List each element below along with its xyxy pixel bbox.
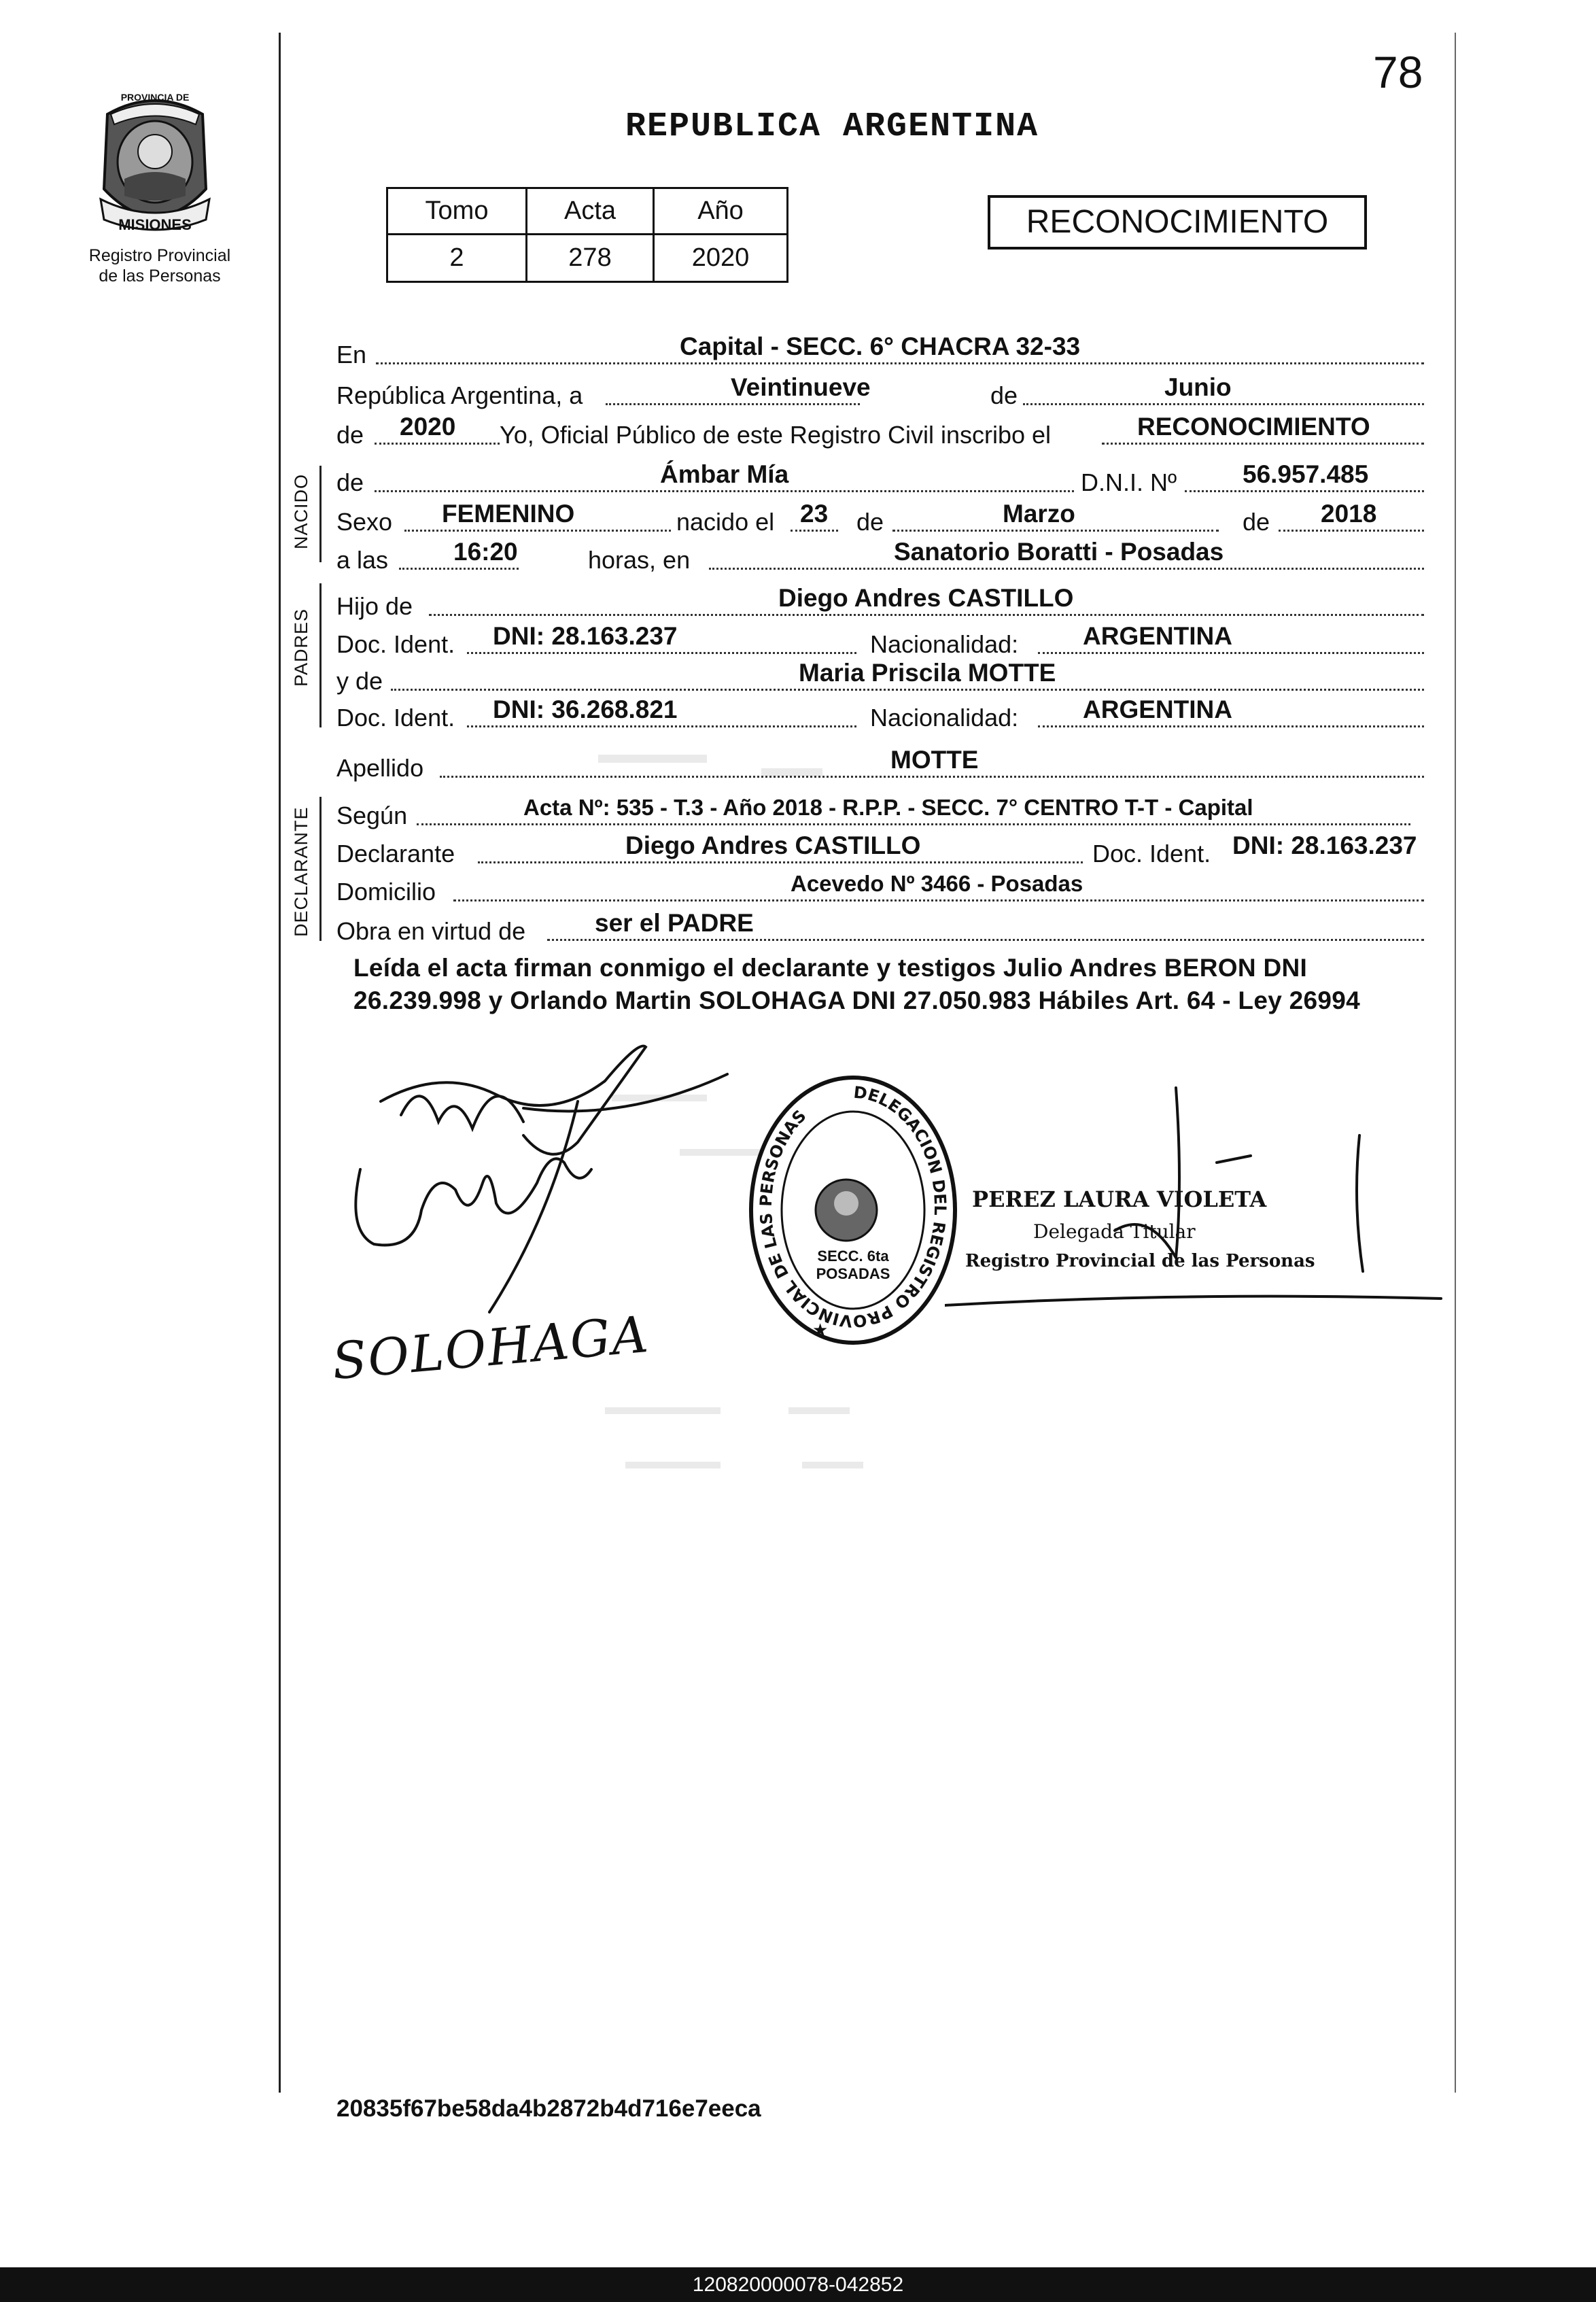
line-father-doc <box>336 616 1431 658</box>
document-title: REPUBLICA ARGENTINA <box>625 107 1039 146</box>
label-hijo-de: Hijo de <box>336 592 413 620</box>
left-margin-line <box>279 33 281 2093</box>
line-date <box>336 367 1431 409</box>
label-father-nat: Nacionalidad: <box>870 630 1019 658</box>
label-y-de: y de <box>336 667 383 695</box>
section-label-padres: PADRES <box>291 608 311 687</box>
value-mother-doc: DNI: 36.268.821 <box>493 695 678 723</box>
seal-ring-text: DELEGACION DEL REGISTRO PROVINCIAL DE LAS PERSONAS <box>756 1082 950 1331</box>
line-birth-place <box>336 532 1431 574</box>
page-number: 78 <box>1373 47 1423 97</box>
value-father-nationality: ARGENTINA <box>1083 622 1232 650</box>
value-segun: Acta Nº: 535 - T.3 - Año 2018 - R.P.P. - SECC. 7° CENTRO T-T - Capital <box>523 795 1253 820</box>
value-sex: FEMENINO <box>442 500 575 528</box>
right-margin-line <box>1455 33 1456 2093</box>
label-nacido-el: nacido el <box>676 508 775 536</box>
value-act: RECONOCIMIENTO <box>1137 413 1370 441</box>
label-officer: Yo, Oficial Público de este Registro Civil inscribo el <box>500 421 1052 449</box>
table-header-anio: Año <box>654 188 788 235</box>
label-horas-en: horas, en <box>588 546 691 574</box>
value-year: 2020 <box>400 413 456 441</box>
line-place <box>336 326 1431 368</box>
value-birth-month: Marzo <box>1003 500 1075 528</box>
value-mother-nationality: ARGENTINA <box>1083 695 1232 723</box>
line-birth-date <box>336 494 1431 536</box>
value-birth-day: 23 <box>800 500 829 528</box>
label-mother-nat: Nacionalidad: <box>870 704 1019 732</box>
handwritten-name-solohaga: SOLOHAGA <box>330 1305 652 1392</box>
footer-code-bar <box>0 2267 1596 2302</box>
line-mother <box>336 653 1431 695</box>
label-obra: Obra en virtud de <box>336 917 526 945</box>
official-stamp-org: Registro Provincial de las Personas <box>965 1251 1315 1271</box>
value-address: Acevedo Nº 3466 - Posadas <box>791 871 1083 896</box>
official-stamp-name: PEREZ LAURA VIOLETA <box>972 1186 1267 1212</box>
line-father <box>336 578 1431 620</box>
section-label-nacido: NACIDO <box>291 473 311 549</box>
official-signature <box>945 1081 1448 1319</box>
label-apellido: Apellido <box>336 754 424 782</box>
value-surname: MOTTE <box>890 746 979 774</box>
line-year-act <box>336 407 1431 449</box>
line-mother-doc <box>336 689 1431 732</box>
label-de-year: de <box>336 421 364 449</box>
value-birth-place: Sanatorio Boratti - Posadas <box>894 538 1224 566</box>
value-mother-name: Maria Priscila MOTTE <box>799 659 1056 687</box>
table-value-tomo: 2 <box>387 235 527 282</box>
label-declarant-doc: Doc. Ident. <box>1092 840 1211 867</box>
value-place: Capital - SECC. 6° CHACRA 32-33 <box>680 332 1081 360</box>
value-reason: ser el PADRE <box>595 909 754 937</box>
label-de-birth-year: de <box>1243 508 1270 536</box>
padres-bar <box>319 583 322 727</box>
value-day: Veintinueve <box>731 373 871 401</box>
label-declarante: Declarante <box>336 840 455 867</box>
label-father-doc: Doc. Ident. <box>336 630 455 658</box>
label-domicilio: Domicilio <box>336 878 436 906</box>
logo-bottom-text: MISIONES <box>118 216 192 233</box>
section-label-declarante: DECLARANTE <box>291 806 311 937</box>
document-hash: 20835f67be58da4b2872b4d716e7eeca <box>336 2095 761 2122</box>
value-month: Junio <box>1164 373 1232 401</box>
label-a-las: a las <box>336 546 389 574</box>
label-dni: D.N.I. Nº <box>1081 468 1177 496</box>
table-header-acta: Acta <box>526 188 653 235</box>
label-mother-doc: Doc. Ident. <box>336 704 455 732</box>
paper-bleedthrough <box>585 741 924 1625</box>
official-stamp-title: Delegada Titular <box>1033 1220 1196 1243</box>
label-segun: Según <box>336 802 408 829</box>
table-value-anio: 2020 <box>654 235 788 282</box>
seal-inner-text: SECC. 6ta POSADAS <box>816 1248 890 1282</box>
table-value-acta: 278 <box>526 235 653 282</box>
svg-text:★: ★ <box>812 1320 829 1340</box>
line-birth-name <box>336 454 1431 496</box>
value-declarant-name: Diego Andres CASTILLO <box>625 831 921 859</box>
nacido-bar <box>319 466 322 562</box>
value-birth-year: 2018 <box>1321 500 1377 528</box>
logo-top-text: PROVINCIA DE <box>120 92 190 103</box>
value-declarant-doc: DNI: 28.163.237 <box>1232 831 1417 859</box>
value-birth-time: 16:20 <box>453 538 518 566</box>
table-header-tomo: Tomo <box>387 188 527 235</box>
closing-text: Leída el acta firman conmigo el declarante y testigos Julio Andres BERON DNI 26.239.998 y Orlando Martin SOLOHAGA DNI 27.050.983 Hábiles Art. 64 - Ley 26994 <box>353 954 1361 1014</box>
value-father-name: Diego Andres CASTILLO <box>778 584 1074 612</box>
tome-act-year-table <box>386 187 788 283</box>
declarante-bar <box>319 797 322 941</box>
value-father-doc: DNI: 28.163.237 <box>493 622 678 650</box>
value-child-dni: 56.957.485 <box>1243 460 1369 488</box>
value-child-name: Ámbar Mía <box>660 460 789 488</box>
label-de-name: de <box>336 468 364 496</box>
label-republic: República Argentina, a <box>336 381 583 409</box>
registry-name-line1: Registro Provincial <box>88 246 231 265</box>
registry-name-line2: de las Personas <box>99 267 221 286</box>
footer-code: 120820000078-042852 <box>692 2273 904 2296</box>
label-en: En <box>336 341 367 368</box>
act-type-box: RECONOCIMIENTO <box>988 195 1367 250</box>
label-de-birth-month: de <box>856 508 884 536</box>
label-de-month: de <box>990 381 1018 409</box>
label-sexo: Sexo <box>336 508 393 536</box>
